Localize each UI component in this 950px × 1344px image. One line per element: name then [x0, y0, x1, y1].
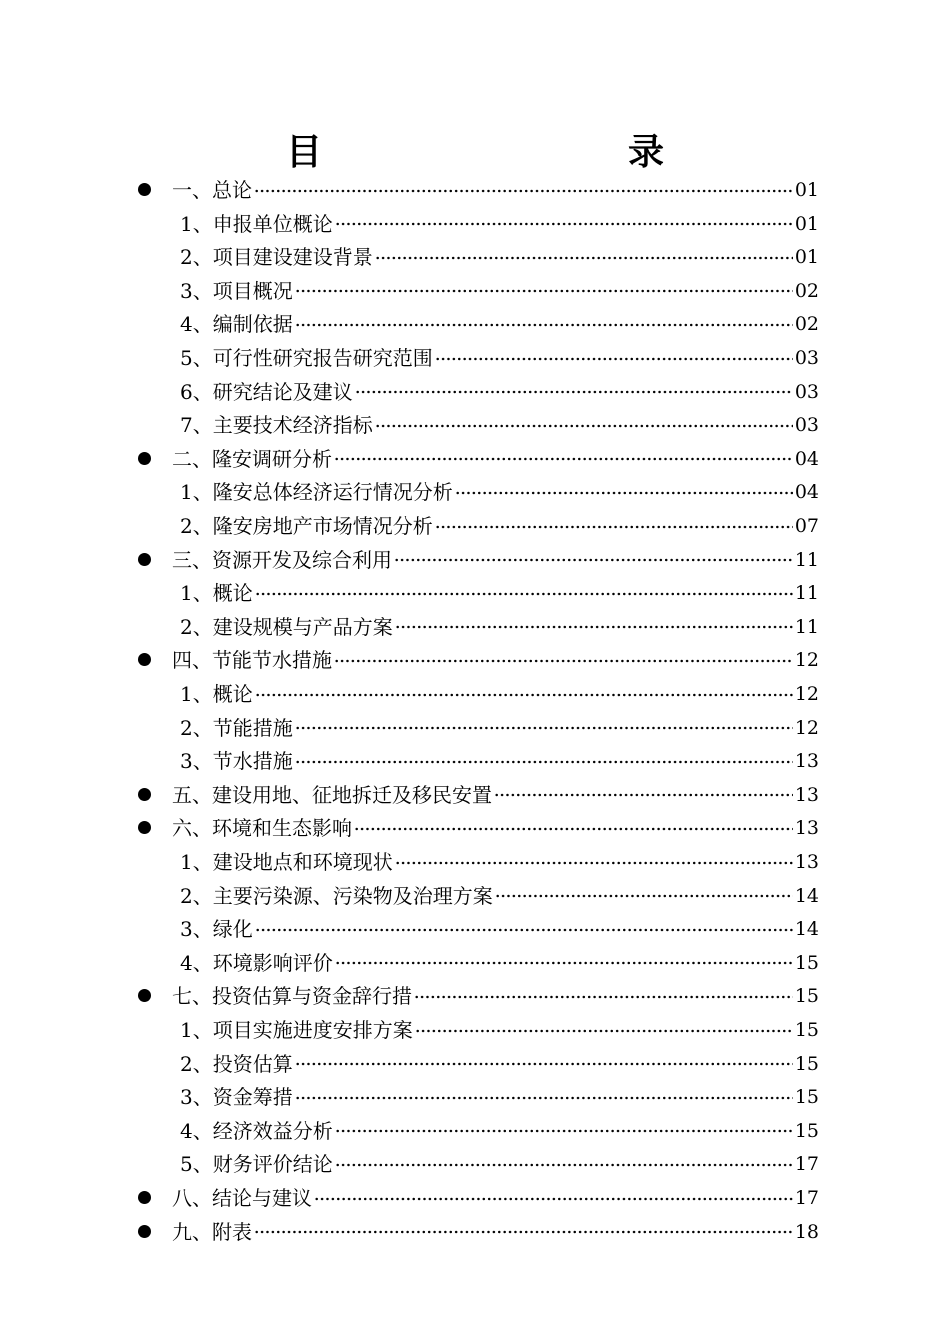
- toc-entry-label: 三、资源开发及综合利用: [172, 547, 392, 572]
- toc-page-number: 15: [794, 1119, 819, 1142]
- dot-leader: [255, 588, 793, 600]
- toc-entry-label: 7、主要技术经济指标: [180, 413, 373, 438]
- toc-subsection[interactable]: [0, 1148, 950, 1182]
- toc-entry: [180, 1048, 819, 1082]
- toc-subsection[interactable]: [0, 678, 950, 712]
- toc-entry-label: 2、建设规模与产品方案: [180, 614, 393, 639]
- toc-entry-label: 3、项目概况: [180, 278, 293, 303]
- toc-entry: [172, 779, 819, 813]
- dot-leader: [335, 218, 793, 230]
- toc-entry-label: 六、环境和生态影响: [172, 816, 352, 841]
- toc-entry: [180, 913, 819, 947]
- toc-subsection[interactable]: [0, 1014, 950, 1048]
- toc-entry-label: 1、建设地点和环境现状: [180, 850, 393, 874]
- toc-section[interactable]: [0, 980, 950, 1014]
- toc-page-number: 04: [794, 447, 819, 470]
- toc-entry: [172, 644, 819, 678]
- toc-subsection[interactable]: [0, 846, 950, 880]
- toc-section[interactable]: [0, 544, 950, 578]
- toc-subsection[interactable]: [0, 241, 950, 275]
- toc-entry-label: 四、节能节水措施: [172, 648, 332, 673]
- bullet-icon: [138, 653, 151, 666]
- dot-leader: [495, 890, 793, 902]
- toc-page-number: 02: [794, 279, 819, 302]
- dot-leader: [394, 554, 793, 566]
- toc-subsection[interactable]: [0, 342, 950, 376]
- toc-page-number: 12: [794, 683, 819, 705]
- toc-page-number: 13: [794, 783, 819, 806]
- toc-subsection[interactable]: [0, 947, 950, 981]
- toc-entry: [180, 409, 819, 443]
- toc-page-number: 01: [794, 179, 819, 201]
- toc-entry: [172, 980, 819, 1014]
- toc-entry: [180, 1115, 819, 1149]
- dot-leader: [375, 252, 793, 264]
- toc-entry: [180, 308, 819, 342]
- toc-subsection[interactable]: [0, 1048, 950, 1082]
- toc-entry: [180, 1148, 819, 1182]
- toc-entry: [172, 174, 819, 208]
- toc-page-number: 07: [794, 515, 819, 537]
- toc-entry: [180, 1014, 819, 1048]
- toc-entry: [180, 846, 819, 880]
- toc-entry: [180, 611, 819, 645]
- toc-section[interactable]: [0, 1182, 950, 1216]
- toc-entry-label: 5、可行性研究报告研究范围: [180, 346, 433, 370]
- toc-entry-label: 3、绿化: [180, 917, 253, 942]
- toc-entry-label: 八、结论与建议: [172, 1186, 312, 1210]
- toc-subsection[interactable]: [0, 510, 950, 544]
- dot-leader: [494, 789, 793, 801]
- bullet-icon: [138, 989, 151, 1002]
- toc-entry-label: 1、项目实施进度安排方案: [180, 1018, 413, 1042]
- toc-page-number: 04: [794, 481, 819, 504]
- toc-entry: [180, 1081, 819, 1115]
- toc-entry-label: 2、项目建设建设背景: [180, 245, 373, 270]
- dot-leader: [415, 1025, 793, 1037]
- toc-section[interactable]: [0, 174, 950, 208]
- dot-leader: [334, 655, 793, 667]
- toc-entry-label: 1、隆安总体经济运行情况分析: [180, 480, 453, 505]
- toc-page-number: 12: [794, 649, 819, 672]
- toc-page-number: 03: [794, 347, 819, 369]
- toc-subsection[interactable]: [0, 376, 950, 410]
- toc-entry-label: 3、资金筹措: [180, 1085, 293, 1110]
- dot-leader: [395, 621, 793, 633]
- bullet-icon: [138, 788, 151, 801]
- toc-entry: [172, 1182, 819, 1216]
- toc-section[interactable]: [0, 443, 950, 477]
- dot-leader: [395, 857, 793, 869]
- toc-page-number: 17: [794, 1187, 819, 1209]
- toc-entry-label: 5、财务评价结论: [180, 1152, 333, 1177]
- dot-leader: [414, 991, 793, 1003]
- toc-page-number: 14: [794, 884, 819, 907]
- dot-leader: [435, 521, 793, 533]
- dot-leader: [334, 453, 793, 465]
- toc-subsection[interactable]: [0, 476, 950, 510]
- toc-entry-label: 3、节水措施: [180, 749, 293, 774]
- toc-page-number: 11: [794, 615, 819, 638]
- toc-entry-label: 2、投资估算: [180, 1051, 293, 1076]
- page-title: 目 录: [285, 131, 742, 173]
- toc-section[interactable]: [0, 812, 950, 846]
- toc-page-number: 01: [794, 212, 819, 235]
- dot-leader: [295, 285, 793, 297]
- toc-page-number: 03: [794, 380, 819, 403]
- toc-section[interactable]: [0, 779, 950, 813]
- dot-leader: [295, 1058, 793, 1070]
- toc-page-number: 15: [794, 985, 819, 1008]
- dot-leader: [295, 1092, 793, 1104]
- toc-entry: [180, 342, 819, 376]
- toc-page-number: 11: [794, 548, 819, 571]
- toc-entry: [180, 577, 819, 611]
- dot-leader: [435, 353, 793, 365]
- toc-entry-label: 4、环境影响评价: [180, 950, 333, 975]
- toc-subsection[interactable]: [0, 712, 950, 746]
- toc-page-number: 13: [794, 750, 819, 773]
- toc-section[interactable]: [0, 644, 950, 678]
- dot-leader: [354, 823, 793, 835]
- toc-entry: [180, 476, 819, 510]
- toc-subsection[interactable]: [0, 880, 950, 914]
- toc-entry: [172, 812, 819, 846]
- toc-entry: [180, 745, 819, 779]
- toc-entry-label: 2、节能措施: [180, 715, 293, 740]
- dot-leader: [255, 924, 793, 936]
- toc-entry-label: 6、研究结论及建议: [180, 379, 353, 404]
- toc-page-number: 13: [794, 817, 819, 840]
- toc-entry: [180, 376, 819, 410]
- toc-entry: [180, 208, 819, 242]
- dot-leader: [375, 420, 793, 432]
- toc-subsection[interactable]: [0, 409, 950, 443]
- toc-page-number: 15: [794, 1086, 819, 1109]
- toc-entry: [172, 544, 819, 578]
- toc-entry-label: 七、投资估算与资金辞行措: [172, 984, 412, 1009]
- dot-leader: [355, 386, 793, 398]
- toc-page-number: 15: [794, 1052, 819, 1075]
- toc-entry-label: 1、申报单位概论: [180, 211, 333, 236]
- toc-page-number: 14: [794, 918, 819, 941]
- dot-leader: [254, 185, 793, 197]
- toc-page-number: 11: [794, 582, 819, 605]
- toc-page-number: 03: [794, 414, 819, 437]
- toc-page-number: 17: [794, 1153, 819, 1176]
- toc-entry-label: 九、附表: [172, 1219, 252, 1244]
- bullet-icon: [138, 452, 151, 465]
- toc-subsection[interactable]: [0, 577, 950, 611]
- toc-subsection[interactable]: [0, 611, 950, 645]
- toc-entry-label: 2、隆安房地产市场情况分析: [180, 514, 433, 538]
- dot-leader: [254, 1226, 793, 1238]
- toc-subsection[interactable]: [0, 208, 950, 242]
- toc-page-number: 15: [794, 1019, 819, 1041]
- toc-section[interactable]: [0, 1216, 950, 1250]
- toc-entry-label: 1、概论: [180, 581, 253, 606]
- toc-entry-label: 1、概论: [180, 682, 253, 706]
- toc-entry: [180, 712, 819, 746]
- toc-page-number: 15: [794, 951, 819, 974]
- toc-page-number: 12: [794, 716, 819, 739]
- dot-leader: [335, 1159, 793, 1171]
- toc-entry-label: 五、建设用地、征地拆迁及移民安置: [172, 782, 492, 807]
- toc-page-number: 18: [794, 1220, 819, 1243]
- toc-entry-label: 4、经济效益分析: [180, 1118, 333, 1143]
- toc-page-number: 13: [794, 851, 819, 873]
- dot-leader: [295, 756, 793, 768]
- toc-entry: [172, 1216, 819, 1250]
- toc-entry: [180, 510, 819, 544]
- dot-leader: [455, 487, 793, 499]
- toc-page-number: 01: [794, 246, 819, 269]
- bullet-icon: [138, 183, 151, 196]
- dot-leader: [255, 689, 793, 701]
- bullet-icon: [138, 821, 151, 834]
- bullet-icon: [138, 1225, 151, 1238]
- dot-leader: [335, 957, 793, 969]
- bullet-icon: [138, 553, 151, 566]
- toc-entry-label: 一、总论: [172, 178, 252, 202]
- dot-leader: [335, 1125, 793, 1137]
- toc-entry: [180, 678, 819, 712]
- dot-leader: [314, 1193, 793, 1205]
- toc-entry-label: 二、隆安调研分析: [172, 446, 332, 471]
- toc-entry: [172, 443, 819, 477]
- toc-page-number: 02: [794, 313, 819, 336]
- toc-entry-label: 4、编制依据: [180, 312, 293, 337]
- dot-leader: [295, 722, 793, 734]
- toc-entry: [180, 947, 819, 981]
- toc-entry-label: 2、主要污染源、污染物及治理方案: [180, 883, 493, 908]
- toc-subsection[interactable]: [0, 913, 950, 947]
- toc-subsection[interactable]: [0, 1081, 950, 1115]
- toc-entry: [180, 880, 819, 914]
- toc-subsection[interactable]: [0, 275, 950, 309]
- toc-entry: [180, 241, 819, 275]
- dot-leader: [295, 319, 793, 331]
- bullet-icon: [138, 1191, 151, 1204]
- toc-subsection[interactable]: [0, 308, 950, 342]
- toc-subsection[interactable]: [0, 1115, 950, 1149]
- toc-entry: [180, 275, 819, 309]
- toc-subsection[interactable]: [0, 745, 950, 779]
